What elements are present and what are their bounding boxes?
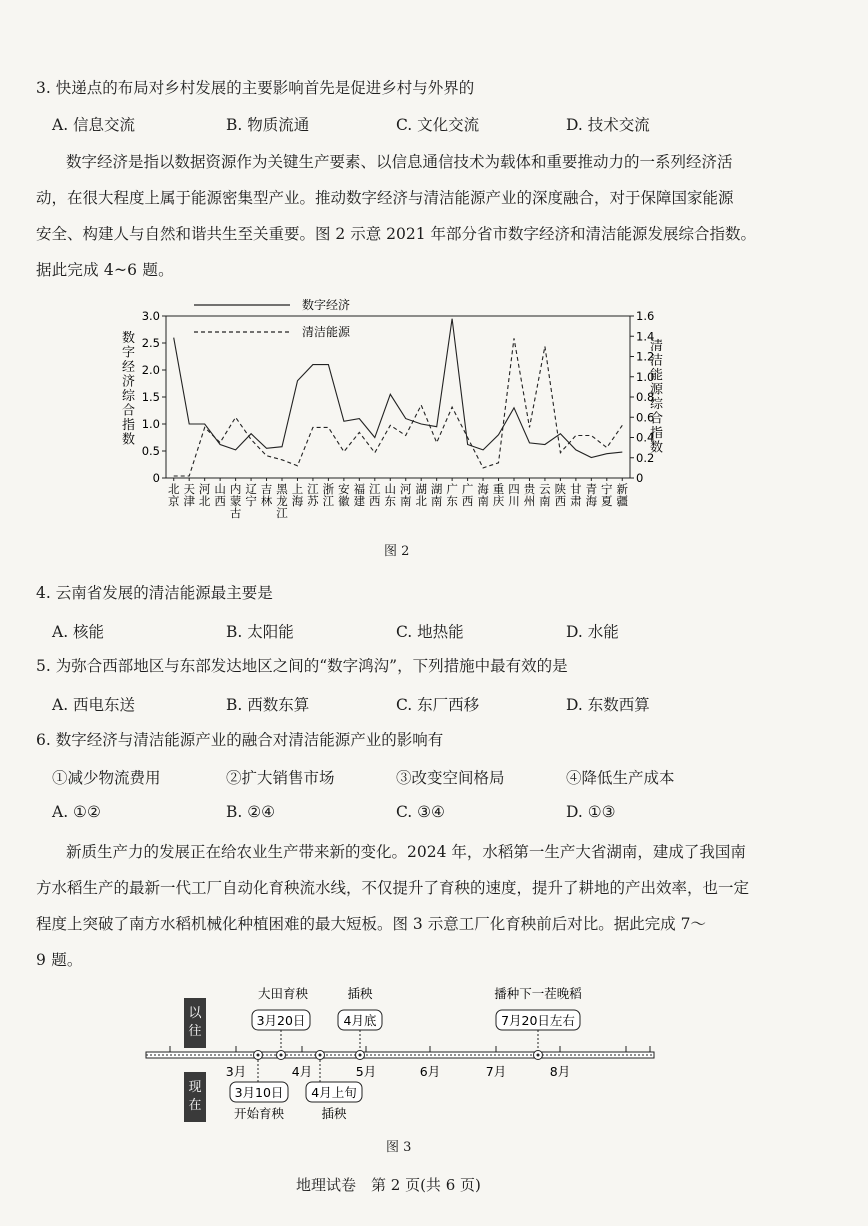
now-event-2-date: 4月上旬 xyxy=(311,1085,357,1100)
category-label: 安徽 xyxy=(338,482,350,508)
page-footer: 地理试卷 第 2 页(共 6 页) xyxy=(296,1176,481,1194)
intro2-line-3: 程度上突破了南方水稻机械化种植困难的最大短板。图 3 示意工厂化育秧前后对比。据此完成 7～ xyxy=(36,915,707,933)
month-label: 7月 xyxy=(485,1064,507,1079)
fig2-chart xyxy=(110,290,670,530)
now-event-1-date: 3月10日 xyxy=(234,1085,284,1100)
category-label: 湖南 xyxy=(430,482,443,508)
q4-option-d: D. 水能 xyxy=(566,623,619,641)
category-label: 河北 xyxy=(198,482,211,508)
intro2-line-2: 方水稻生产的最新一代工厂自动化育秧流水线，不仅提升了育秧的速度，提升了耕地的产出效率，也一定 xyxy=(36,879,750,897)
left-tick-label: 0 xyxy=(152,471,160,485)
right-tick-label: 0.8 xyxy=(636,390,655,404)
q6-stem: 6. 数字经济与清洁能源产业的融合对清洁能源产业的影响有 xyxy=(36,731,444,749)
right-tick-label: 1.0 xyxy=(636,369,655,384)
category-label: 天津 xyxy=(183,482,195,508)
past-event-3-date: 7月20日左右 xyxy=(501,1013,575,1028)
category-label: 辽宁 xyxy=(245,482,257,508)
q6-option-d: D. ①③ xyxy=(566,803,616,821)
past-event-3-title: 播种下一茬晚稻 xyxy=(494,986,582,1001)
category-label: 江西 xyxy=(369,482,381,508)
intro2-line-4: 9 题。 xyxy=(36,951,83,969)
category-label: 福建 xyxy=(353,482,366,508)
now-event-2 xyxy=(306,1051,362,1122)
category-label: 宁夏 xyxy=(601,482,613,508)
q4-stem: 4. 云南省发展的清洁能源最主要是 xyxy=(36,584,273,602)
q3-option-d: D. 技术交流 xyxy=(566,116,650,134)
q6-item-1: ①减少物流费用 xyxy=(52,769,161,787)
right-tick-label: 0 xyxy=(636,471,644,485)
legend-label-digital: 数字经济 xyxy=(302,298,351,312)
category-label: 浙江 xyxy=(322,482,335,508)
category-label: 北京 xyxy=(167,482,180,508)
now-label-char-2: 在 xyxy=(188,1098,202,1113)
fig3-caption: 图 3 xyxy=(386,1140,412,1155)
category-label: 河南 xyxy=(399,482,412,508)
category-label: 贵州 xyxy=(523,482,536,508)
q6-option-c: C. ③④ xyxy=(396,803,445,821)
month-ticks xyxy=(170,1046,650,1079)
category-label: 山东 xyxy=(384,482,397,508)
right-tick-label: 1.4 xyxy=(636,329,655,344)
category-label: 上海 xyxy=(291,482,304,508)
month-label: 6月 xyxy=(419,1064,441,1079)
category-label: 江苏 xyxy=(307,482,319,508)
left-axis-ticks xyxy=(142,309,166,485)
right-tick-label: 0.6 xyxy=(636,410,655,425)
category-label: 青海 xyxy=(585,482,598,508)
intro1-line-1: 数字经济是指以数据资源作为关键生产要素、以信息通信技术为载体和重要推动力的一系列经济活 xyxy=(66,153,733,171)
month-label: 4月 xyxy=(291,1064,313,1079)
intro2-line-1: 新质生产力的发展正在给农业生产带来新的变化。2024 年，水稻第一生产大省湖南，建成了我国南 xyxy=(66,843,746,861)
q3-option-c: C. 文化交流 xyxy=(396,116,480,134)
chart-plot-frame xyxy=(166,316,630,478)
q4-option-b: B. 太阳能 xyxy=(226,623,294,641)
left-tick-label: 3.0 xyxy=(141,309,160,323)
now-event-1 xyxy=(230,1051,288,1122)
category-label: 吉林 xyxy=(260,482,273,508)
right-axis-title: 清洁能源综合指数 xyxy=(650,339,664,456)
category-label: 四川 xyxy=(508,482,520,508)
month-label: 8月 xyxy=(549,1064,571,1079)
right-tick-label: 1.6 xyxy=(636,309,655,323)
category-labels xyxy=(168,478,629,520)
legend-label-clean: 清洁能源 xyxy=(302,325,351,339)
q6-item-2: ②扩大销售市场 xyxy=(226,769,335,787)
left-tick-label: 1.0 xyxy=(141,417,160,431)
past-label-char-1: 以 xyxy=(188,1006,202,1021)
category-label: 广西 xyxy=(461,482,474,508)
month-label: 3月 xyxy=(225,1064,247,1079)
left-axis-title: 数字经济综合指数 xyxy=(122,331,136,448)
q6-option-a: A. ①② xyxy=(52,803,101,821)
q4-option-c: C. 地热能 xyxy=(396,623,464,641)
past-event-2-date: 4月底 xyxy=(343,1013,377,1028)
left-tick-label: 0.5 xyxy=(141,444,160,458)
category-label: 甘肃 xyxy=(570,482,582,508)
category-label: 黑龙江 xyxy=(276,482,288,520)
fig2-caption: 图 2 xyxy=(384,544,410,559)
past-event-3 xyxy=(494,986,582,1060)
right-tick-label: 0.2 xyxy=(636,450,655,465)
now-event-1-title: 开始育秧 xyxy=(233,1106,285,1121)
left-tick-label: 2.0 xyxy=(141,363,160,377)
category-label: 湖北 xyxy=(415,482,427,508)
q5-option-c: C. 东厂西移 xyxy=(396,696,480,714)
q5-option-d: D. 东数西算 xyxy=(566,696,650,714)
category-label: 云南 xyxy=(539,482,551,508)
q6-item-3: ③改变空间格局 xyxy=(396,769,505,787)
q6-item-4: ④降低生产成本 xyxy=(566,769,675,787)
right-tick-label: 1.2 xyxy=(636,349,655,364)
month-label: 5月 xyxy=(355,1064,377,1079)
q4-option-a: A. 核能 xyxy=(52,623,105,641)
category-label: 海南 xyxy=(477,482,489,508)
left-tick-label: 1.5 xyxy=(141,390,160,404)
series-line-digital-economy xyxy=(174,319,623,458)
q3-stem: 3. 快递点的布局对乡村发展的主要影响首先是促进乡村与外界的 xyxy=(36,79,475,97)
past-event-1 xyxy=(252,986,310,1060)
category-label: 新疆 xyxy=(616,482,629,508)
now-label-char-1: 现 xyxy=(188,1080,202,1095)
q3-option-a: A. 信息交流 xyxy=(52,116,136,134)
past-label-char-2: 往 xyxy=(188,1024,202,1039)
past-event-2-title: 插秧 xyxy=(347,986,373,1001)
q3-option-b: B. 物质流通 xyxy=(226,116,310,134)
past-event-2 xyxy=(338,986,382,1060)
now-event-2-title: 插秧 xyxy=(321,1106,347,1121)
right-axis-ticks xyxy=(630,309,654,485)
intro1-line-4: 据此完成 4~6 题。 xyxy=(36,261,174,279)
category-label: 内蒙古 xyxy=(229,482,242,520)
left-tick-label: 2.5 xyxy=(141,336,160,350)
intro1-line-2: 动，在很大程度上属于能源密集型产业。推动数字经济与清洁能源产业的深度融合，对于保障国家能源 xyxy=(36,189,734,207)
category-label: 广东 xyxy=(446,482,458,508)
q5-stem: 5. 为弥合西部地区与东部发达地区之间的“数字鸿沟”，下列措施中最有效的是 xyxy=(36,657,568,675)
intro1-line-3: 安全、构建人与自然和谐共生至关重要。图 2 示意 2021 年部分省市数字经济和清洁能源发展综合指数。 xyxy=(36,225,757,243)
fig3-timeline xyxy=(140,980,660,1130)
q5-option-a: A. 西电东送 xyxy=(52,696,136,714)
category-label: 山西 xyxy=(214,482,226,508)
past-event-1-title: 大田育秧 xyxy=(257,986,309,1001)
past-event-1-date: 3月20日 xyxy=(256,1013,306,1028)
right-tick-label: 0.4 xyxy=(636,430,655,445)
q6-option-b: B. ②④ xyxy=(226,803,276,821)
category-label: 陕西 xyxy=(554,482,567,508)
q5-option-b: B. 西数东算 xyxy=(226,696,310,714)
chart-series xyxy=(174,319,623,476)
category-label: 重庆 xyxy=(492,482,505,508)
